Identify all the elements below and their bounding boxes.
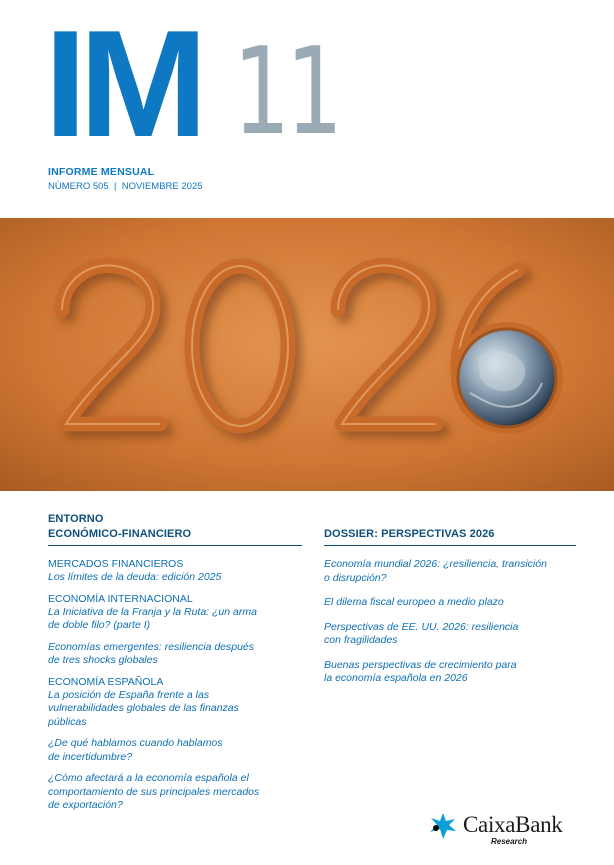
- issue-volume-number: 11: [233, 23, 339, 162]
- article-link[interactable]: La posición de España frente a las vulnerabilidades globales de las finanzas públicas: [48, 688, 239, 728]
- dossier-article-link[interactable]: Economía mundial 2026: ¿resiliencia, transición o disrupción?: [324, 558, 547, 584]
- dossier-article-link[interactable]: El dilema fiscal europeo a medio plazo: [324, 596, 504, 608]
- category-label: MERCADOS FINANCIEROS: [48, 558, 184, 570]
- section-heading-dossier: DOSSIER: PERSPECTIVAS 2026: [324, 528, 495, 540]
- article-link[interactable]: La Iniciativa de la Franja y la Ruta: ¿un arma de doble filo? (parte I): [48, 605, 257, 631]
- contents-left-column: [48, 512, 302, 817]
- category-label: ECONOMÍA INTERNACIONAL: [48, 592, 193, 605]
- category-label: ECONOMÍA ESPAÑOLA: [48, 675, 164, 688]
- dossier-article-link[interactable]: Buenas perspectivas de crecimiento para la economía española en 2026: [324, 658, 517, 684]
- brand-sub: Research: [491, 837, 528, 846]
- section-divider: [48, 545, 302, 546]
- group-economia-espanola: [48, 676, 302, 813]
- group-mercados-financieros: [48, 558, 302, 585]
- article-link[interactable]: ¿Cómo afectará a la economía española el comportamiento de sus principales mercados de exportación?: [48, 772, 260, 811]
- globe-icon: [451, 322, 563, 434]
- section-divider: [324, 545, 576, 546]
- dossier-article-link[interactable]: Perspectivas de EE. UU. 2026: resiliencia con fragilidades: [324, 620, 519, 646]
- article-link[interactable]: Los límites de la deuda: edición 2025: [48, 571, 222, 583]
- cover-illustration: [0, 218, 614, 491]
- issue-info: NÚMERO 505 | NOVIEMBRE 2025: [48, 181, 203, 192]
- im-logo: IM: [44, 0, 200, 169]
- section-heading-line1: ENTORNO: [48, 513, 104, 525]
- cover-image: [0, 218, 614, 491]
- caixabank-star-icon: [426, 810, 460, 842]
- section-heading-entorno: [48, 512, 302, 542]
- contents-right-column: [324, 512, 576, 697]
- publication-title: INFORME MENSUAL: [48, 166, 155, 178]
- article-link[interactable]: Economías emergentes: resiliencia después de tres shocks globales: [48, 640, 255, 666]
- section-heading-line2: ECONÓMICO-FINANCIERO: [48, 528, 192, 540]
- masthead: [0, 0, 614, 218]
- caixabank-research-logo: [426, 810, 566, 850]
- brand-name: CaixaBank: [463, 812, 563, 837]
- group-economia-internacional: [48, 593, 302, 668]
- article-link[interactable]: ¿De qué hablamos cuando hablamos de incertidumbre?: [48, 737, 223, 763]
